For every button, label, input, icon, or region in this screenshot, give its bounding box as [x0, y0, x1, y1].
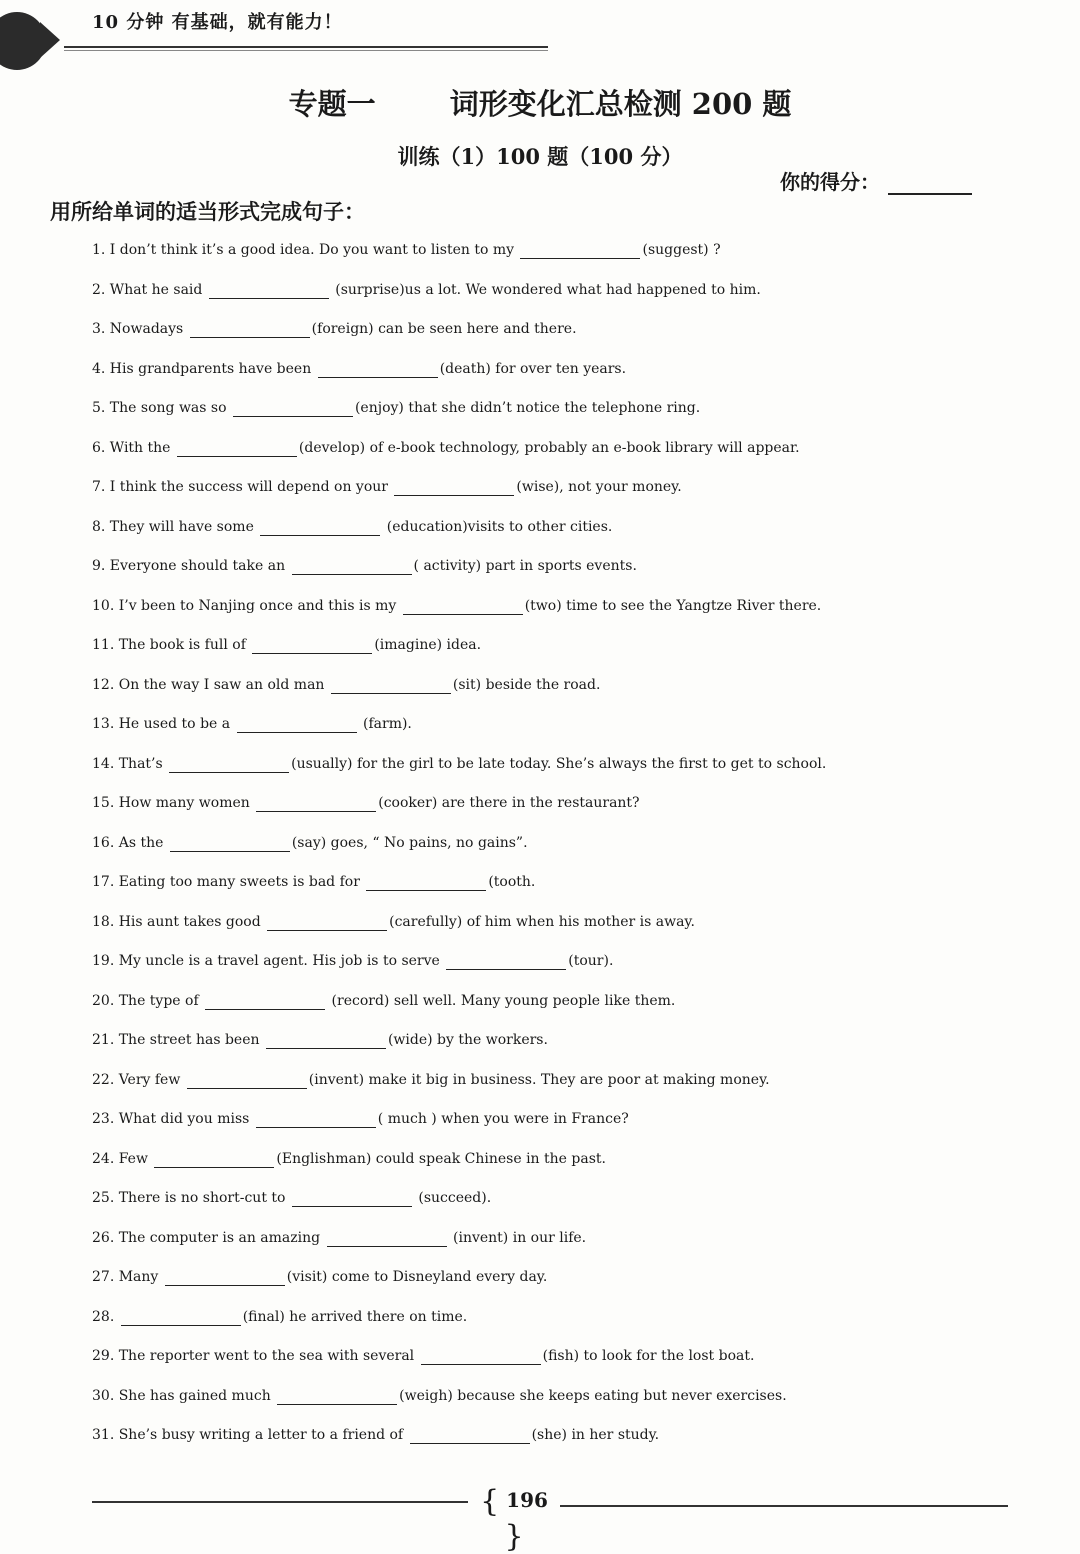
question-item [92, 350, 1052, 390]
question-text-after: (invent) make it big in business. They are poor at making money. [308, 1071, 770, 1088]
question-text-before: 28. [92, 1308, 119, 1325]
question-text-before: 13. He used to be a [92, 716, 235, 732]
question-text-before: 3. Nowadays [92, 321, 188, 337]
question-text-after: (she) in her study. [531, 1427, 660, 1443]
question-item [92, 1337, 1052, 1377]
question-item [92, 1100, 1052, 1140]
question-item [92, 1179, 1052, 1219]
question-item [92, 468, 1052, 508]
question-text-after: (tour). [568, 953, 614, 969]
answer-blank[interactable] [366, 866, 486, 891]
header-divider-thin [64, 50, 548, 51]
answer-blank[interactable] [266, 1024, 386, 1049]
question-text-after: (imagine) idea. [374, 637, 482, 653]
question-text-after: (Englishman) could speak Chinese in the past. [276, 1150, 606, 1167]
answer-blank[interactable] [237, 708, 357, 733]
answer-blank[interactable] [327, 1222, 447, 1247]
question-item [92, 1140, 1052, 1180]
question-text-before: 19. My uncle is a travel agent. His job is to serve [92, 953, 445, 969]
question-text-after: (weigh) because she keeps eating but never exercises. [399, 1387, 787, 1404]
question-item [92, 429, 1052, 469]
question-text-before: 12. On the way I saw an old man [92, 676, 329, 693]
question-item [92, 310, 1052, 350]
page-number [470, 1484, 558, 1554]
question-item [92, 745, 1052, 785]
question-text-before: 9. Everyone should take an [92, 558, 290, 574]
question-text-after: ( activity) part in sports events. [413, 558, 637, 574]
answer-blank[interactable] [233, 392, 353, 417]
score-blank [888, 173, 972, 195]
question-text-before: 1. I don’t think it’s a good idea. Do you want to listen to my [92, 242, 519, 258]
answer-blank[interactable] [520, 234, 640, 259]
question-text-after: ( much ) when you were in France? [377, 1111, 629, 1127]
question-text-after: (wise), not your money. [516, 479, 682, 495]
question-item [92, 231, 1052, 271]
question-item [92, 508, 1052, 548]
question-text-after: (education)visits to other cities. [382, 518, 613, 535]
question-item [92, 1219, 1052, 1259]
question-item [92, 1298, 1052, 1338]
question-item [92, 784, 1052, 824]
footer-divider-right [560, 1505, 1008, 1507]
question-item [92, 1416, 1052, 1456]
question-text-before: 26. The computer is an amazing [92, 1229, 325, 1246]
answer-blank[interactable] [331, 669, 451, 694]
question-text-after: (sit) beside the road. [452, 676, 601, 693]
question-item [92, 389, 1052, 429]
question-text-after: (cooker) are there in the restaurant? [378, 795, 640, 811]
question-text-before: 30. She has gained much [92, 1387, 276, 1404]
question-text-before: 22. Very few [92, 1071, 185, 1088]
question-text-before: 23. What did you miss [92, 1111, 254, 1127]
question-item [92, 824, 1052, 864]
answer-blank[interactable] [394, 471, 514, 496]
question-text-before: 25. There is no short-cut to [92, 1190, 290, 1206]
question-text-after: (invent) in our life. [448, 1229, 587, 1246]
question-text-after: (carefully) of him when his mother is away. [389, 913, 695, 930]
question-text-after: (suggest) ? [642, 242, 721, 258]
question-list [92, 231, 1052, 1456]
question-item [92, 1061, 1052, 1101]
question-text-after: (succeed). [413, 1190, 492, 1206]
question-text-after: (final) he arrived there on time. [242, 1308, 468, 1325]
header-slogan: 10 分钟 有基础，就有能力！ [92, 12, 343, 33]
question-text-before: 14. That’s [92, 755, 168, 772]
answer-blank[interactable] [187, 1064, 307, 1089]
page-title [0, 82, 1080, 123]
instructions: 用所给单词的适当形式完成句子： [50, 199, 365, 224]
answer-blank[interactable] [121, 1301, 241, 1326]
question-item [92, 705, 1052, 745]
answer-blank[interactable] [421, 1340, 541, 1365]
page-number-value: 196 [506, 1488, 548, 1512]
question-text-before: 6. With the [92, 439, 175, 456]
question-text-after: (surprise)us a lot. We wondered what had happened to him. [330, 281, 761, 298]
question-text-before: 8. They will have some [92, 518, 259, 535]
score-label: 你的得分： [780, 170, 880, 194]
question-text-before: 31. She’s busy writing a letter to a friend of [92, 1427, 408, 1443]
answer-blank[interactable] [169, 748, 289, 773]
answer-blank[interactable] [252, 629, 372, 654]
question-text-after: (tooth. [488, 874, 536, 890]
answer-blank[interactable] [154, 1143, 274, 1168]
question-text-before: 10. I’v been to Nanjing once and this is my [92, 597, 401, 614]
answer-blank[interactable] [267, 906, 387, 931]
answer-blank[interactable] [177, 432, 297, 457]
question-text-before: 18. His aunt takes good [92, 913, 266, 930]
left-brace-icon: { [480, 1484, 500, 1519]
question-text-before: 11. The book is full of [92, 637, 251, 653]
question-item [92, 1021, 1052, 1061]
answer-blank[interactable] [446, 945, 566, 970]
title-name: 词形变化汇总检测 200 题 [449, 87, 792, 121]
question-text-after: (wide) by the workers. [387, 1032, 548, 1048]
answer-blank[interactable] [292, 1182, 412, 1207]
question-item [92, 982, 1052, 1022]
question-text-before: 7. I think the success will depend on your [92, 479, 393, 495]
question-item [92, 626, 1052, 666]
question-item [92, 271, 1052, 311]
question-text-after: (foreign) can be seen here and there. [311, 321, 577, 337]
question-item [92, 1258, 1052, 1298]
question-text-after: (say) goes, “ No pains, no gains”. [291, 834, 528, 851]
question-text-before: 20. The type of [92, 992, 204, 1009]
header-divider [64, 46, 548, 48]
answer-blank[interactable] [256, 1103, 376, 1128]
question-item [92, 666, 1052, 706]
question-text-after: (fish) to look for the lost boat. [542, 1348, 755, 1364]
question-text-after: (two) time to see the Yangtze River there. [524, 597, 822, 614]
question-text-after: (death) for over ten years. [439, 360, 627, 377]
question-item [92, 547, 1052, 587]
page-subtitle: 训练（1）100 题（100 分） [397, 144, 683, 169]
question-text-after: (enjoy) that she didn’t notice the telephone ring. [354, 400, 701, 416]
answer-blank[interactable] [410, 1419, 530, 1444]
answer-blank[interactable] [205, 985, 325, 1010]
answer-blank[interactable] [165, 1261, 285, 1286]
answer-blank[interactable] [260, 511, 380, 536]
right-brace-icon: } [504, 1519, 524, 1554]
answer-blank[interactable] [209, 274, 329, 299]
question-text-after: (develop) of e-book technology, probably an e-book library will appear. [298, 439, 800, 456]
question-text-after: (farm). [358, 716, 412, 732]
answer-blank[interactable] [277, 1380, 397, 1405]
answer-blank[interactable] [190, 313, 310, 338]
question-item [92, 903, 1052, 943]
answer-blank[interactable] [403, 590, 523, 615]
question-text-before: 24. Few [92, 1150, 153, 1167]
question-text-before: 27. Many [92, 1269, 163, 1285]
question-text-after: (record) sell well. Many young people like them. [327, 992, 676, 1009]
question-item [92, 942, 1052, 982]
question-text-before: 2. What he said [92, 281, 207, 298]
score-field [780, 166, 972, 195]
answer-blank[interactable] [292, 550, 412, 575]
question-item [92, 587, 1052, 627]
answer-blank[interactable] [318, 353, 438, 378]
answer-blank[interactable] [170, 827, 290, 852]
question-text-before: 29. The reporter went to the sea with several [92, 1348, 419, 1364]
question-text-after: (visit) come to Disneyland every day. [286, 1269, 548, 1285]
question-text-before: 16. As the [92, 834, 168, 851]
question-text-before: 4. His grandparents have been [92, 360, 316, 377]
answer-blank[interactable] [256, 787, 376, 812]
question-text-before: 21. The street has been [92, 1032, 264, 1048]
title-unit: 专题一 [288, 87, 376, 121]
question-text-after: (usually) for the girl to be late today. She’s always the first to get to school. [291, 755, 827, 772]
question-item [92, 1377, 1052, 1417]
question-text-before: 17. Eating too many sweets is bad for [92, 874, 365, 890]
footer-divider-left [92, 1501, 468, 1503]
question-text-before: 5. The song was so [92, 400, 231, 416]
header-arrow-icon [40, 22, 60, 58]
question-text-before: 15. How many women [92, 795, 255, 811]
question-item [92, 863, 1052, 903]
